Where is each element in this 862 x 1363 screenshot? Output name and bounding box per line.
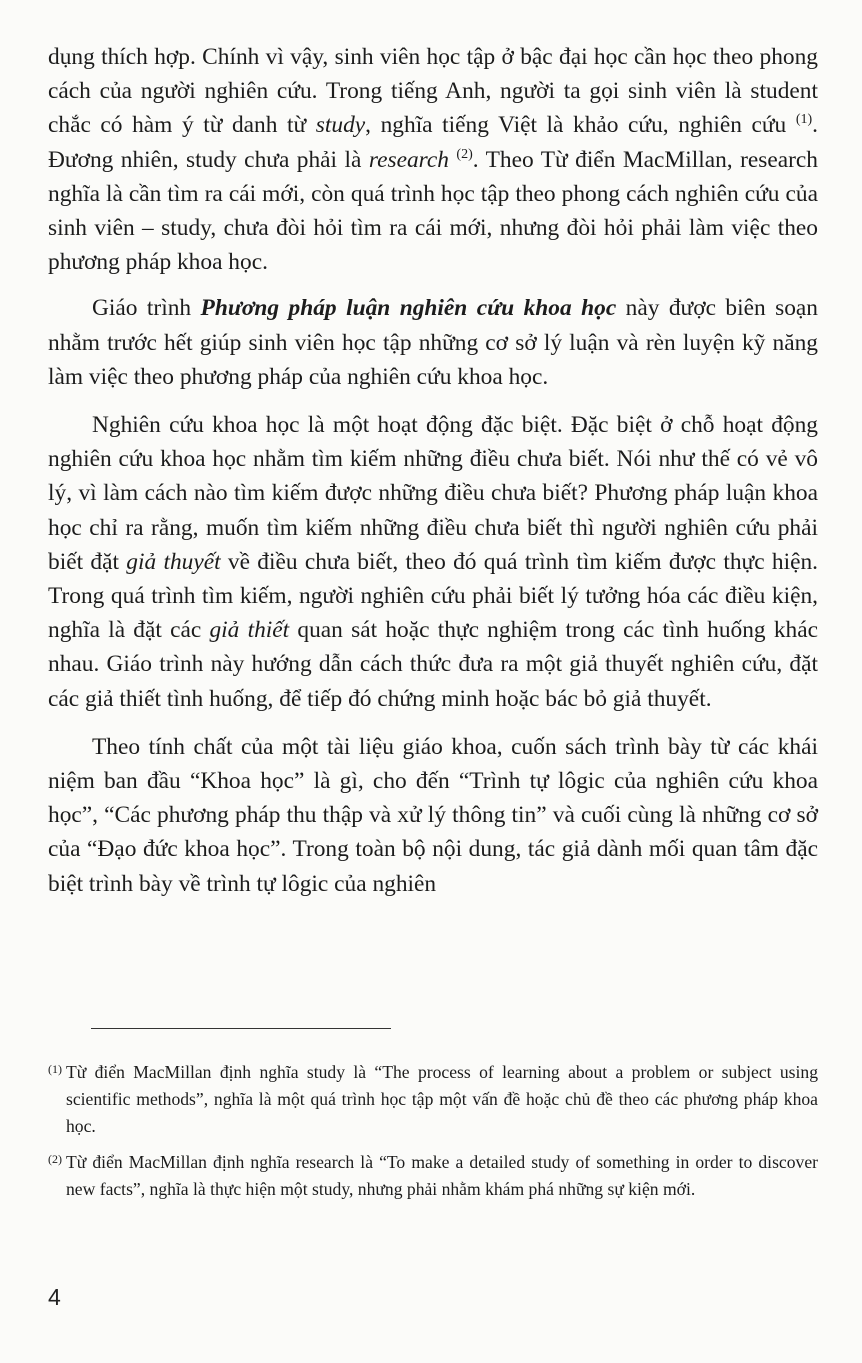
paragraph-4: Theo tính chất của một tài liệu giáo khoa, cuốn sách trình bày từ các khái niệm ban đầu “Khoa học” là gì, cho đến “Trình tự lôgic của nghiên cứu khoa học”, “Các phương pháp thu thập và xử lý thông tin” và cuối cùng là những cơ sở của “Đạo đức khoa học”. Trong toàn bộ nội dung, tác giả dành mối quan tâm đặc biệt trình bày về trình tự lôgic của nghiên — [48, 733, 818, 897]
paragraph-3: Nghiên cứu khoa học là một hoạt động đặc biệt. Đặc biệt ở chỗ hoạt động nghiên cứu khoa học nhằm tìm kiếm những điều chưa biết. Nói như thế có vẻ vô lý, vì làm cách nào tìm kiếm được những điều chưa biết? Phương pháp luận khoa học chỉ ra rằng, muốn tìm kiếm những điều chưa biết thì người nghiên cứu phải biết đặt giả thuyết về điều chưa biết, theo đó quá trình tìm kiếm được thực hiện. Trong quá trình tìm kiếm, người nghiên cứu phải biết lý tưởng hóa các điều kiện, nghĩa là đặt các giả thiết quan sát hoặc thực nghiệm trong các tình huống khác nhau. Giáo trình này hướng dẫn cách thức đưa ra một giả thuyết nghiên cứu, đặt các giả thiết tình huống, để tiếp đó chứng minh hoặc bác bỏ giả thuyết. — [48, 412, 819, 712]
footnotes — [48, 1059, 818, 1212]
emphasis-hypothesis: giả thuyết — [126, 548, 221, 575]
main-text — [48, 40, 818, 915]
emphasis-study: study — [315, 112, 366, 139]
footnote-ref-1[interactable]: (1) — [795, 112, 813, 128]
footnote-2 — [48, 1149, 818, 1203]
footnote-ref-2[interactable]: (2) — [456, 146, 473, 162]
paragraph-2: Giáo trình Phương pháp luận nghiên cứu khoa học này được biên soạn nhằm trước hết giúp sinh viên học tập những cơ sở lý luận và rèn luyện kỹ năng làm việc theo phương pháp của nghiên cứu khoa học. — [48, 295, 819, 390]
footnote-mark: (1) — [48, 1062, 62, 1076]
footnote-separator — [91, 1028, 391, 1029]
emphasis-assumption: giả thiết — [209, 617, 290, 644]
emphasis-research: research — [368, 146, 449, 173]
footnote-1 — [48, 1059, 818, 1140]
footnote-text: Từ điển MacMillan định nghĩa study là “The process of learning about a problem or subject using scientific methods”, nghĩa là một quá trình học tập một vấn đề hoặc chủ đề theo các phương pháp khoa học. — [66, 1062, 818, 1136]
page-number: 4 — [48, 1284, 61, 1310]
paragraph-1: dụng thích hợp. Chính vì vậy, sinh viên học tập ở bậc đại học cần học theo phong cách của người nghiên cứu. Trong tiếng Anh, người ta gọi sinh viên là student chắc có hàm ý từ danh từ study, nghĩa tiếng Việt là khảo cứu, nghiên cứu $^{(1)}$. Đương nhiên, study chưa phải là research $^{(2)}$. Theo Từ điển MacMillan, research nghĩa là cần tìm ra cái mới, còn quá trình học tập theo phong cách nghiên cứu của sinh viên – study, chưa đòi hỏi tìm ra cái mới, nhưng đòi hỏi phải làm việc theo phương pháp khoa học. — [48, 44, 819, 276]
footnote-mark: (2) — [48, 1152, 62, 1166]
footnote-text: Từ điển MacMillan định nghĩa research là “To make a detailed study of something in order to discover new facts”, nghĩa là thực hiện một study, nhưng phải nhằm khám phá những sự kiện mới. — [66, 1152, 818, 1199]
book-title: Phương pháp luận nghiên cứu khoa học — [200, 295, 617, 322]
